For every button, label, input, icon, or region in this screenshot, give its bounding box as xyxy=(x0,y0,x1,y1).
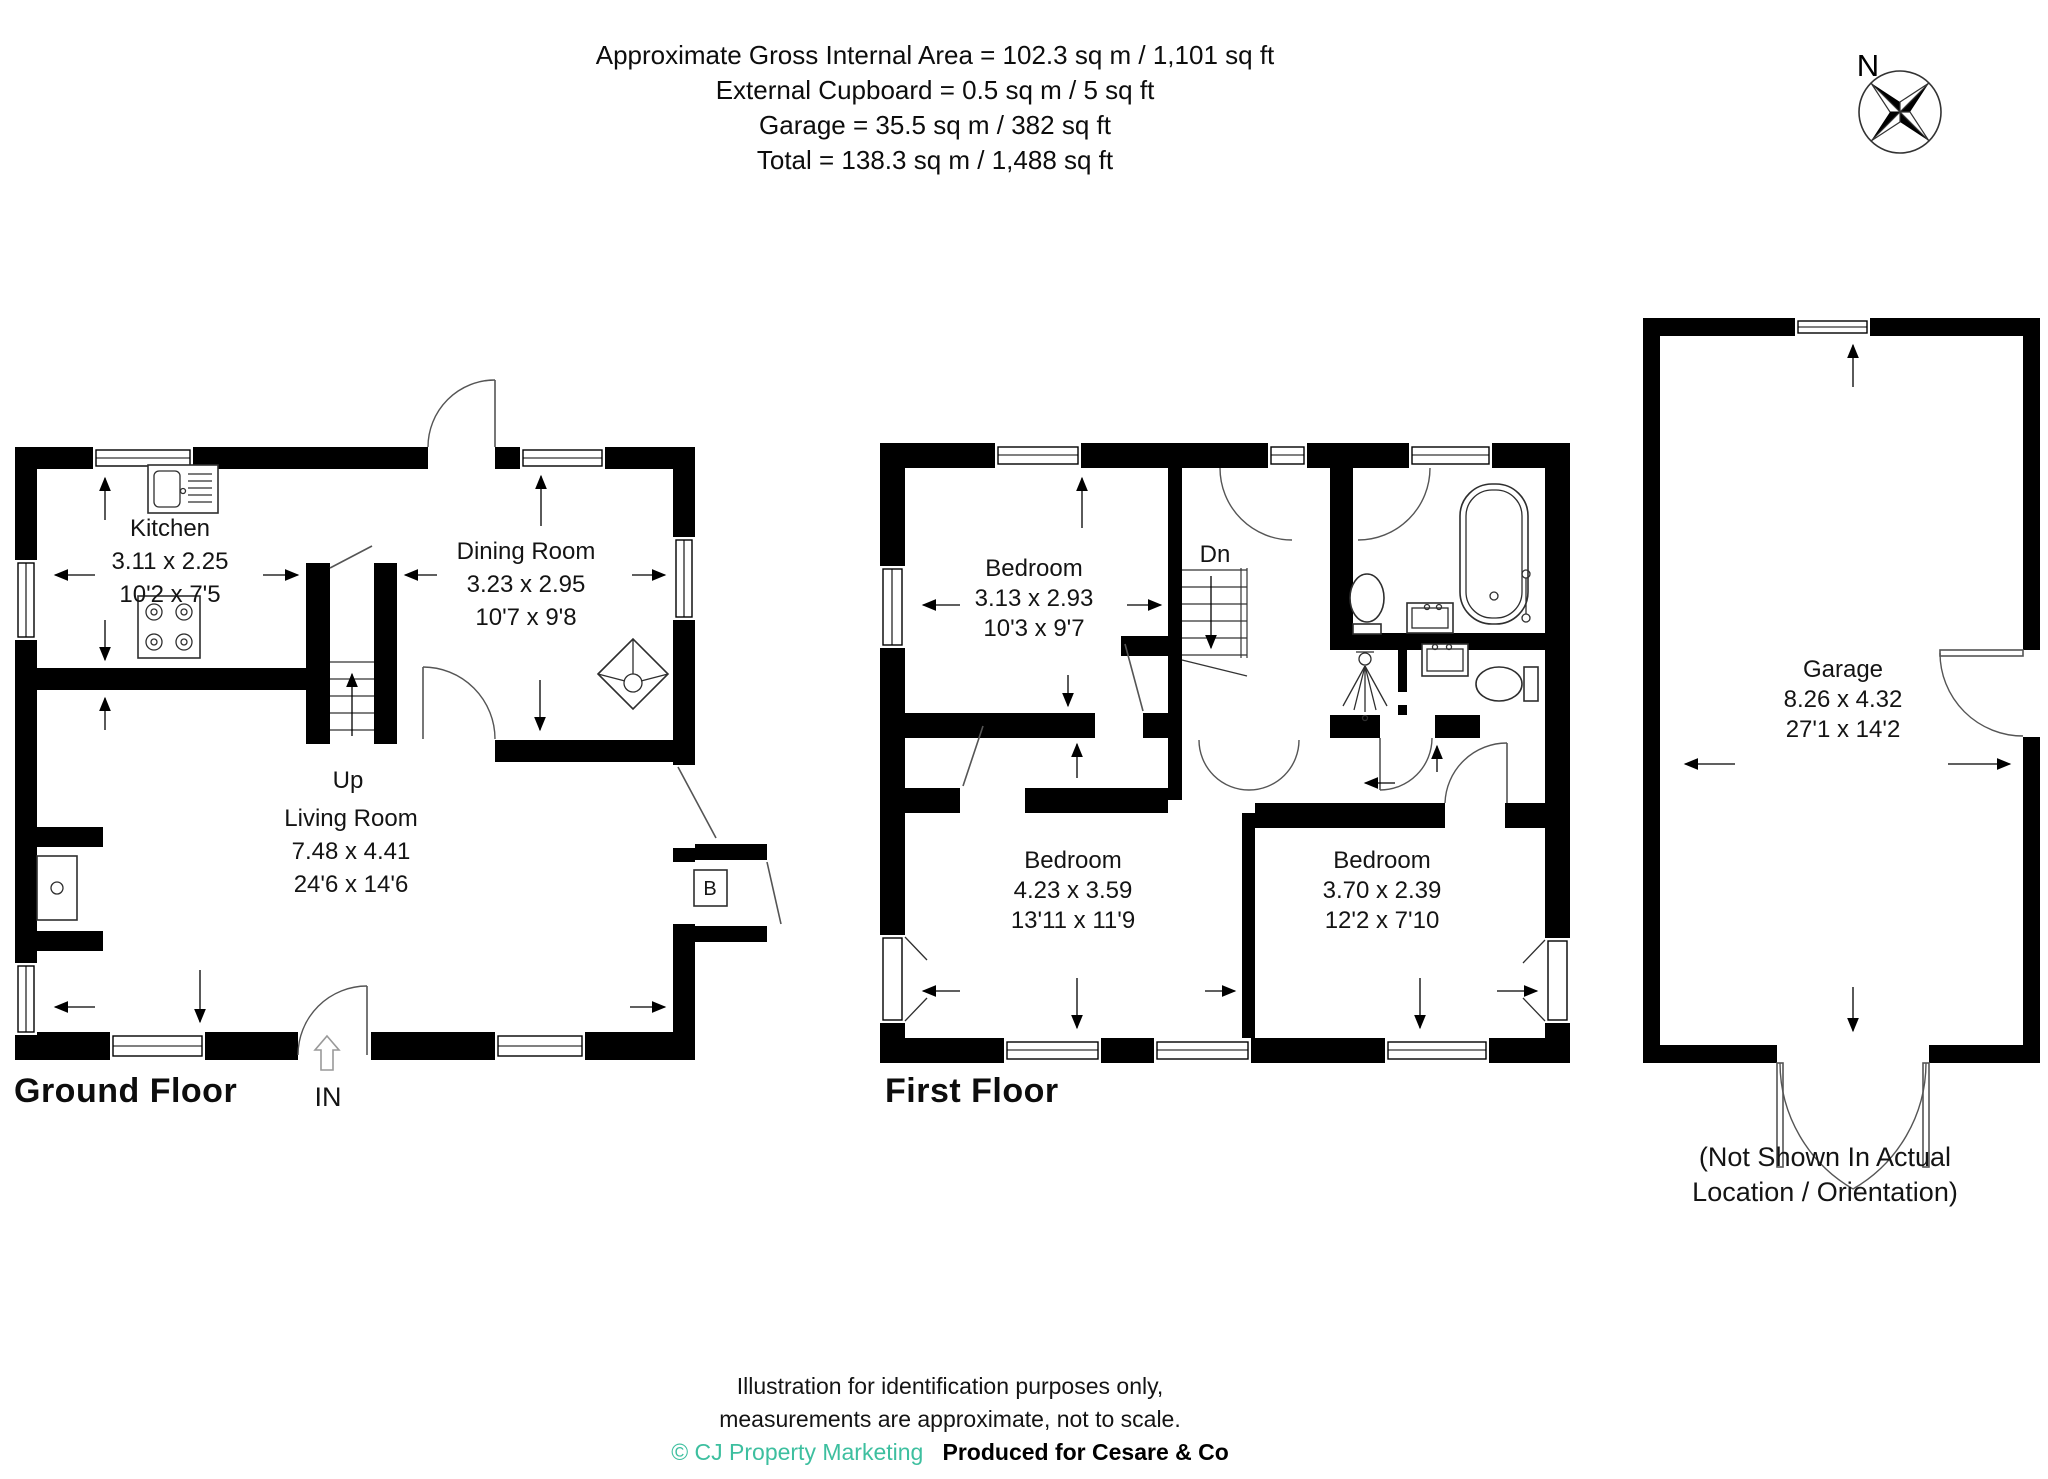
credit-line xyxy=(540,1436,1360,1469)
bedroom1-metric: 3.13 x 2.93 xyxy=(974,585,1094,612)
stove-icon xyxy=(37,856,77,920)
garage-note-line2: Location / Orientation) xyxy=(1692,1177,1958,1207)
wc-sink-icon xyxy=(1422,644,1468,676)
entrance-in-label: IN xyxy=(314,1082,342,1112)
bedroom3-label xyxy=(1323,847,1442,934)
bedroom2-label xyxy=(1011,847,1135,934)
garage-label xyxy=(1784,656,1903,743)
boiler-cupboard xyxy=(694,870,727,906)
ground-floor-title: Ground Floor xyxy=(14,1072,238,1110)
bedroom1-label xyxy=(975,555,1094,642)
total-area: Total = 138.3 sq m / 1,488 sq ft xyxy=(756,145,1114,175)
living-metric: 7.48 x 4.41 xyxy=(291,838,411,865)
garage-plan xyxy=(1640,245,2048,1245)
boiler-label: B xyxy=(703,878,717,900)
garage-name: Garage xyxy=(1802,656,1884,683)
garage-metric: 8.26 x 4.32 xyxy=(1783,686,1903,713)
bedroom3-metric: 3.70 x 2.39 xyxy=(1322,877,1442,904)
kitchen-imperial: 10'2 x 7'5 xyxy=(119,581,221,608)
kitchen-name: Kitchen xyxy=(129,515,211,542)
shower-icon xyxy=(1343,652,1387,721)
produced-for: Produced for Cesare & Co xyxy=(942,1439,1229,1465)
garage-window xyxy=(1795,318,1870,336)
bedroom3-name: Bedroom xyxy=(1333,847,1431,874)
kitchen-sink-icon xyxy=(148,465,218,513)
area-summary xyxy=(535,38,1335,178)
vanity-sink-icon xyxy=(1407,603,1453,633)
ground-walls xyxy=(15,447,767,1060)
gross-internal-area: Approximate Gross Internal Area = 102.3 sq m / 1,101 sq ft xyxy=(595,40,1275,70)
stairs-up xyxy=(330,662,374,736)
dining-imperial: 10'7 x 9'8 xyxy=(475,604,577,631)
garage-imperial: 27'1 x 14'2 xyxy=(1785,716,1901,743)
ground-floor-plan xyxy=(10,278,800,1138)
wc-toilet-icon xyxy=(1476,667,1538,701)
compass-icon xyxy=(1840,28,1970,168)
disclaimer-line2: measurements are approximate, not to scale. xyxy=(719,1406,1181,1432)
first-floor-plan xyxy=(875,278,1575,1138)
bedroom2-name: Bedroom xyxy=(1024,847,1122,874)
garage-note xyxy=(1590,1140,2048,1210)
bedroom3-imperial: 12'2 x 7'10 xyxy=(1324,907,1440,934)
disclaimer-line1: Illustration for identification purposes only, xyxy=(736,1373,1164,1399)
compass-star xyxy=(1871,83,1929,141)
garage-note-line1: (Not Shown In Actual xyxy=(1698,1142,1952,1172)
first-floor-title: First Floor xyxy=(885,1072,1059,1110)
bathtub-icon xyxy=(1460,484,1530,624)
bedroom2-metric: 4.23 x 3.59 xyxy=(1013,877,1133,904)
bedroom2-imperial: 13'11 x 11'9 xyxy=(1010,907,1136,934)
kitchen-label xyxy=(112,515,229,608)
bedroom1-name: Bedroom xyxy=(985,555,1083,582)
compass-north-label: N xyxy=(1856,48,1880,83)
kitchen-metric: 3.11 x 2.25 xyxy=(111,548,229,575)
living-imperial: 24'6 x 14'6 xyxy=(293,871,409,898)
marketing-credit: © CJ Property Marketing xyxy=(671,1439,924,1465)
toilet-icon xyxy=(1350,574,1384,634)
dining-name: Dining Room xyxy=(456,538,596,565)
external-cupboard-area: External Cupboard = 0.5 sq m / 5 sq ft xyxy=(715,75,1155,105)
dining-metric: 3.23 x 2.95 xyxy=(466,571,586,598)
living-name: Living Room xyxy=(284,805,418,832)
bedroom1-imperial: 10'3 x 9'7 xyxy=(983,615,1085,642)
stairs-up-label: Up xyxy=(332,767,364,794)
fireplace-icon xyxy=(598,639,668,709)
entrance-arrow-icon xyxy=(315,1036,339,1070)
garage-area: Garage = 35.5 sq m / 382 sq ft xyxy=(759,110,1111,140)
stairs-down xyxy=(1182,568,1247,676)
stairs-down-label: Dn xyxy=(1199,541,1231,568)
living-room-label xyxy=(284,805,417,898)
dining-room-label xyxy=(457,538,596,631)
footer-disclaimer xyxy=(540,1370,1360,1469)
